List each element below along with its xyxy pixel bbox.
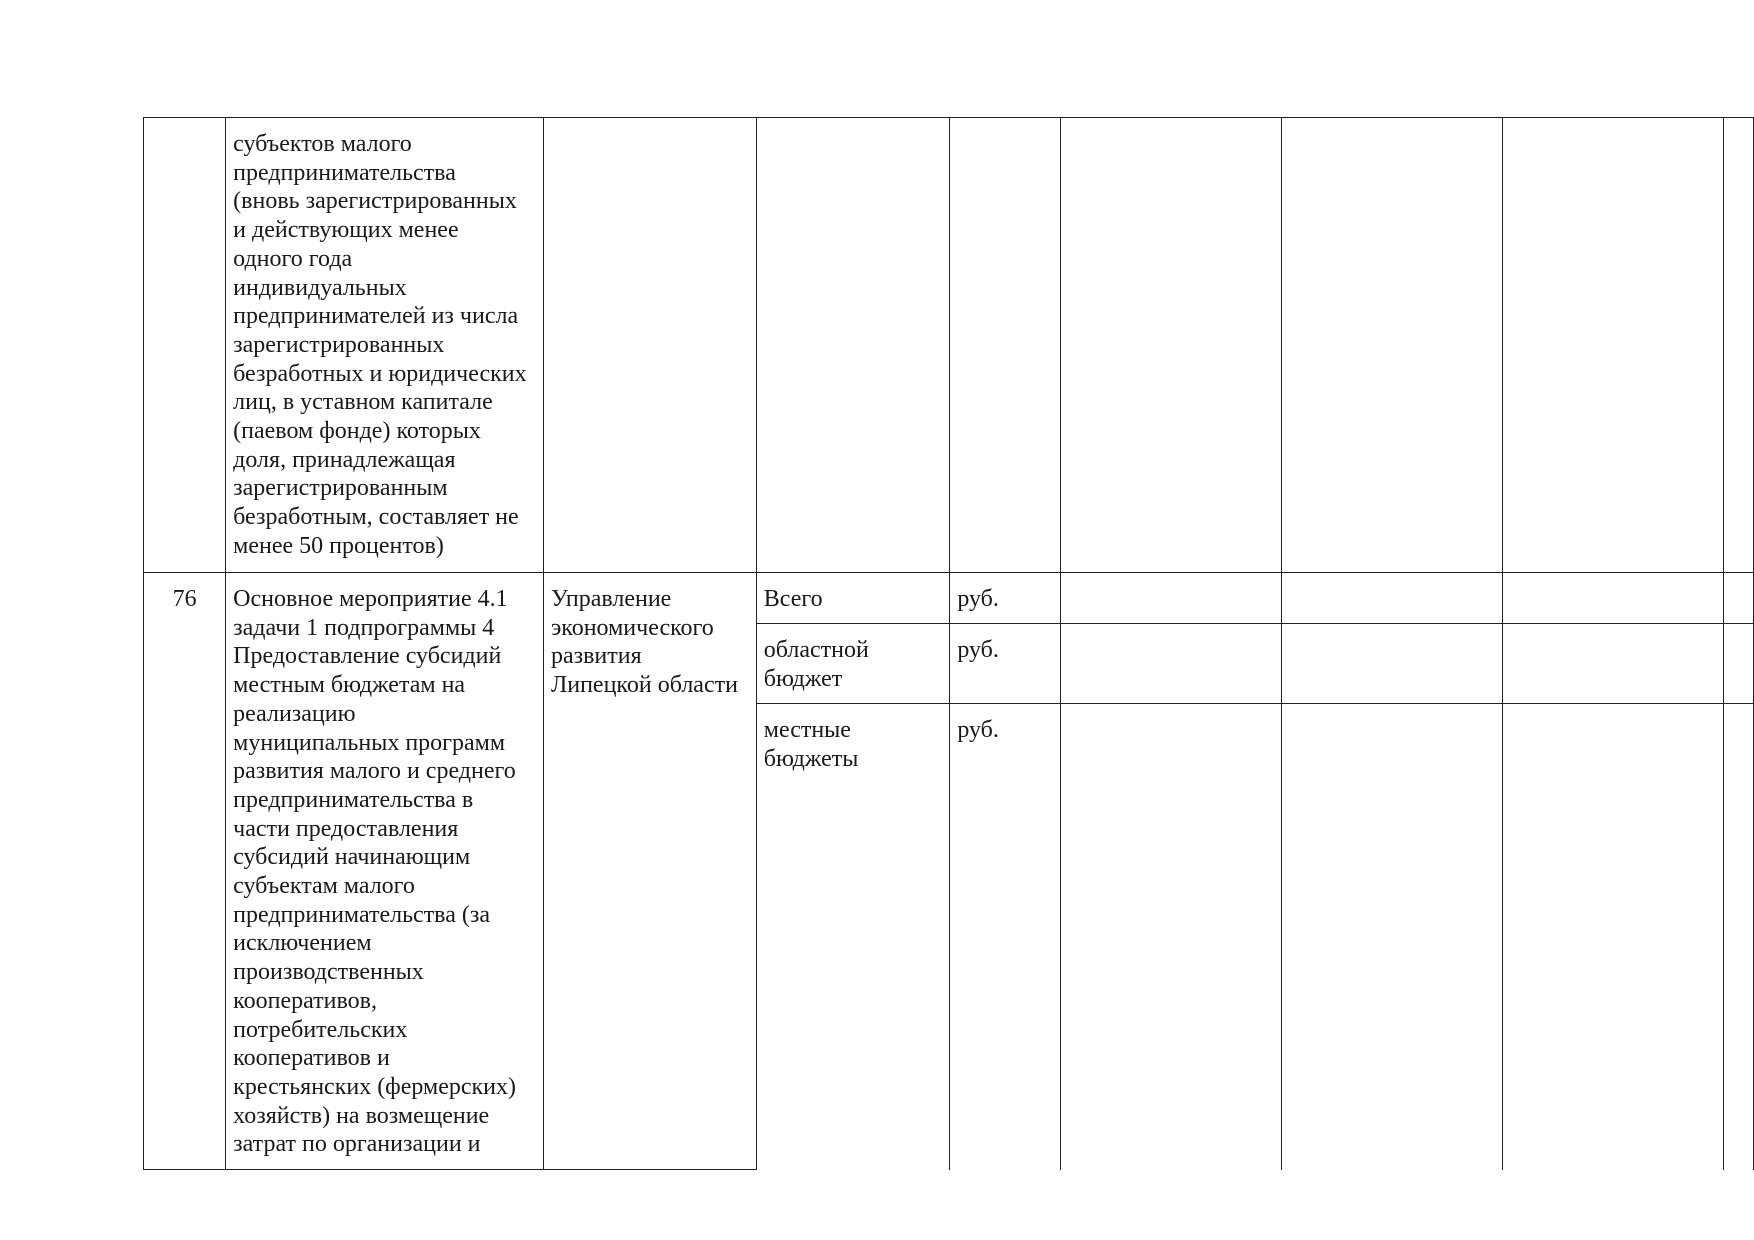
activity-name-line: исключением (233, 930, 372, 957)
activity-name-line: развития малого и среднего (233, 758, 516, 785)
activity-name-line: одного года (233, 245, 353, 272)
activity-name-line: предпринимательства (за (233, 901, 490, 928)
activity-name-line: кооперативов и (233, 1045, 390, 1072)
funding-source-cell (756, 118, 950, 573)
value-cell (1503, 118, 1724, 573)
funding-source-line: областной (763, 637, 869, 663)
table-row (144, 118, 1754, 573)
value-cell (1282, 704, 1503, 1170)
activity-name-line: безработным, составляет не (233, 504, 519, 531)
activity-name-line: кооперативов, (233, 987, 377, 1014)
value-cell (1061, 704, 1282, 1170)
value-cell (1282, 118, 1503, 573)
unit-cell: руб. (950, 573, 1061, 624)
value-cell (1724, 118, 1754, 573)
funding-source-line: бюджет (763, 665, 843, 692)
row-number-cell: 76 (144, 573, 226, 1170)
activity-name-line: лиц, в уставном капитале (233, 389, 493, 416)
activity-name-line: субъектам малого (233, 873, 415, 900)
value-cell (1061, 573, 1282, 624)
activity-name-line: Предоставление субсидий (233, 643, 502, 670)
activity-name-line: хозяйств) на возмещение (233, 1102, 490, 1129)
value-cell (1282, 624, 1503, 704)
row-number-cell (144, 118, 226, 573)
funding-source-cell (756, 704, 950, 1170)
unit-cell: руб. (950, 704, 1061, 1170)
funding-source-line: Всего (763, 586, 823, 612)
unit-cell (950, 118, 1061, 573)
executor-line: Липецкой области (550, 672, 738, 699)
activity-name-cell (226, 573, 544, 1170)
funding-source-cell (756, 573, 950, 624)
activity-name-line: субсидий начинающим (233, 844, 471, 871)
activity-name-line: производственных (233, 959, 424, 986)
activity-name-line: доля, принадлежащая (233, 446, 456, 473)
funding-source-line: бюджеты (763, 745, 859, 772)
value-cell (1503, 624, 1724, 704)
activity-name-line: задачи 1 подпрограммы 4 (233, 614, 495, 641)
value-cell (1503, 573, 1724, 624)
value-cell (1282, 573, 1503, 624)
activity-name-line: (вновь зарегистрированных (233, 188, 517, 215)
table-row (144, 573, 1754, 624)
activity-name-line: реализацию (233, 700, 356, 727)
activity-name-line: предпринимательства в (233, 786, 474, 813)
value-cell (1724, 704, 1754, 1170)
executor-line: экономического (550, 614, 714, 641)
budget-table (143, 117, 1754, 1170)
value-cell (1503, 704, 1724, 1170)
activity-name-line: местным бюджетам на (233, 672, 466, 699)
activity-name-line: субъектов малого (233, 131, 412, 157)
activity-name-line: безработных и юридических (233, 360, 527, 387)
activity-name-line: потребительских (233, 1016, 408, 1043)
activity-name-line: предпринимательства (233, 159, 456, 186)
activity-name-line: муниципальных программ (233, 729, 506, 756)
executor-line: Управление (550, 586, 672, 612)
activity-name-line: части предоставления (233, 815, 459, 842)
activity-name-line: затрат по организации и (233, 1131, 481, 1158)
executor-line: развития (550, 643, 642, 670)
value-cell (1724, 624, 1754, 704)
unit-cell: руб. (950, 624, 1061, 704)
activity-name-line: (паевом фонде) которых (233, 418, 481, 445)
activity-name-line: Основное мероприятие 4.1 (233, 586, 508, 612)
executor-cell (543, 118, 756, 573)
funding-source-cell (756, 624, 950, 704)
executor-cell (543, 573, 756, 1170)
activity-name-cell (226, 118, 544, 573)
activity-name-line: индивидуальных (233, 274, 407, 301)
funding-source-line: местные (763, 717, 851, 743)
value-cell (1061, 624, 1282, 704)
value-cell (1724, 573, 1754, 624)
activity-name-line: зарегистрированным (233, 475, 448, 502)
activity-name-line: предпринимателей из числа (233, 303, 519, 330)
activity-name-line: менее 50 процентов) (233, 532, 444, 559)
activity-name-line: крестьянских (фермерских) (233, 1073, 517, 1100)
value-cell (1061, 118, 1282, 573)
activity-name-line: и действующих менее (233, 217, 459, 244)
activity-name-line: зарегистрированных (233, 331, 445, 358)
